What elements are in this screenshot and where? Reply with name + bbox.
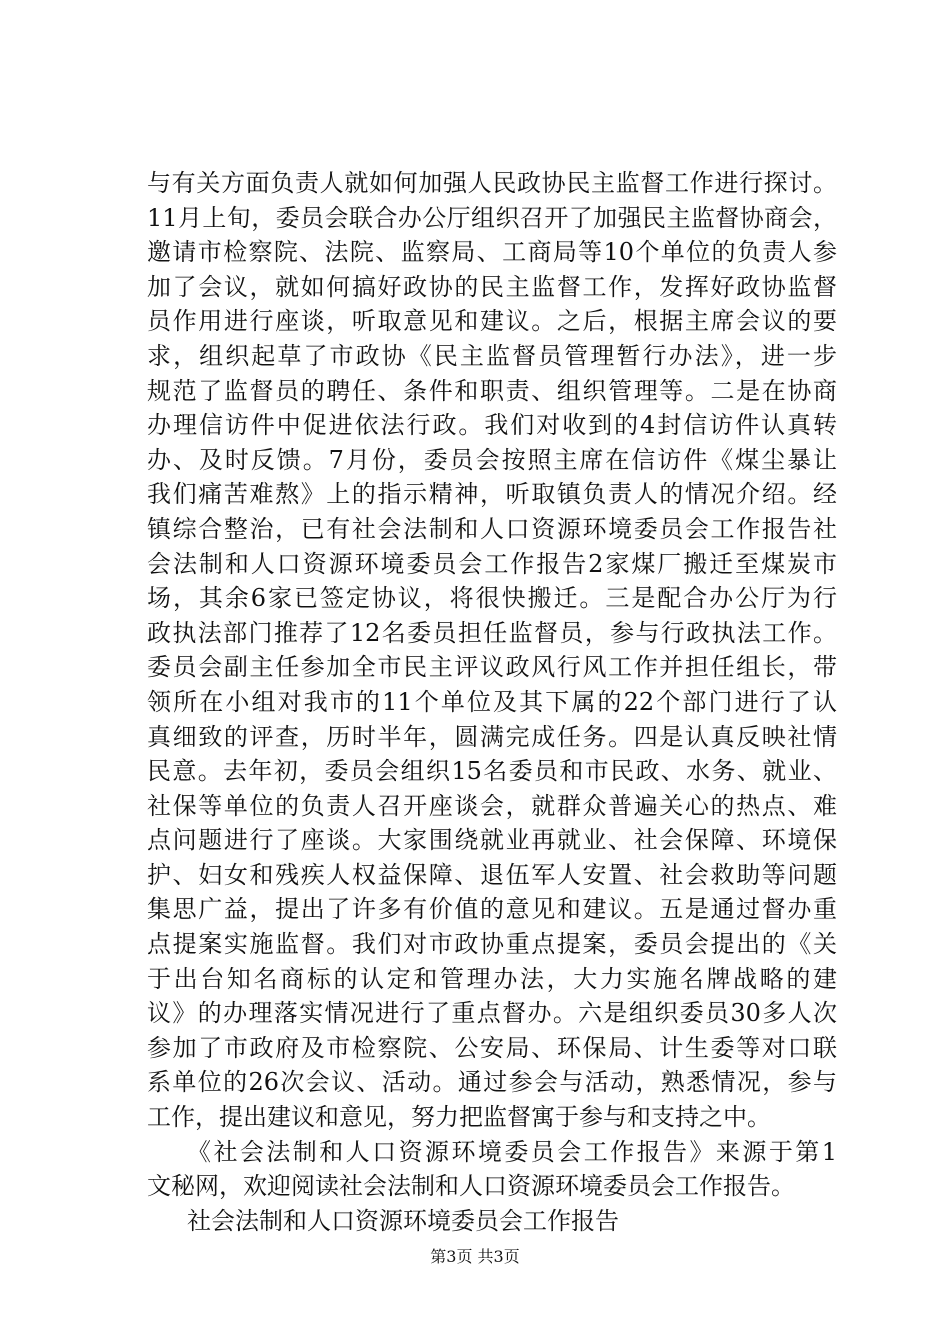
text-line: 场，其余6家已签定协议，将很快搬迁。三是配合办公厅为行 xyxy=(147,584,837,613)
document-body xyxy=(147,166,837,1238)
text-line: 会法制和人口资源环境委员会工作报告2家煤厂搬迁至煤炭市 xyxy=(147,549,837,578)
text-line: 领所在小组对我市的11个单位及其下属的22个部门进行了认 xyxy=(147,687,837,716)
text-line: 真细致的评查，历时半年，圆满完成任务。四是认真反映社情 xyxy=(147,722,837,751)
text-line: 点提案实施监督。我们对市政协重点提案，委员会提出的《关 xyxy=(147,930,837,959)
text-line: 11月上旬，委员会联合办公厅组织召开了加强民主监督协商会， xyxy=(147,203,837,232)
text-line: 工作，提出建议和意见，努力把监督寓于参与和支持之中。 xyxy=(147,1103,771,1132)
text-line: 护、妇女和残疾人权益保障、退伍军人安置、社会救助等问题 xyxy=(147,860,837,889)
text-line: 参加了市政府及市检察院、公安局、环保局、计生委等对口联 xyxy=(147,1033,837,1062)
text-line: 员作用进行座谈，听取意见和建议。之后，根据主席会议的要 xyxy=(147,307,837,336)
text-line: 民意。去年初，委员会组织15名委员和市民政、水务、就业、 xyxy=(147,757,837,786)
document-title-line: 社会法制和人口资源环境委员会工作报告 xyxy=(187,1206,619,1235)
text-line: 系单位的26次会议、活动。通过参会与活动，熟悉情况，参与 xyxy=(147,1068,837,1097)
text-line: 于出台知名商标的认定和管理办法，大力实施名牌战略的建 xyxy=(147,964,837,993)
text-line: 社保等单位的负责人召开座谈会，就群众普遍关心的热点、难 xyxy=(147,791,837,820)
page-footer: 第3页 共3页 xyxy=(430,1247,520,1266)
text-line: 集思广益，提出了许多有价值的意见和建议。五是通过督办重 xyxy=(147,895,837,924)
text-line: 《社会法制和人口资源环境委员会工作报告》来源于第1 xyxy=(187,1137,837,1166)
text-line: 委员会副主任参加全市民主评议政风行风工作并担任组长，带 xyxy=(147,653,837,682)
text-line: 办、及时反馈。7月份，委员会按照主席在信访件《煤尘暴让 xyxy=(147,445,837,474)
text-line: 我们痛苦难熬》上的指示精神，听取镇负责人的情况介绍。经 xyxy=(147,480,837,509)
text-line: 议》的办理落实情况进行了重点督办。六是组织委员30多人次 xyxy=(147,999,837,1028)
text-line: 求，组织起草了市政协《民主监督员管理暂行办法》，进一步 xyxy=(147,341,837,370)
text-line: 办理信访件中促进依法行政。我们对收到的4封信访件认真转 xyxy=(147,411,837,440)
text-line: 加了会议，就如何搞好政协的民主监督工作，发挥好政协监督 xyxy=(147,272,837,301)
text-line: 镇综合整治，已有社会法制和人口资源环境委员会工作报告社 xyxy=(147,514,837,543)
text-line: 政执法部门推荐了12名委员担任监督员，参与行政执法工作。 xyxy=(147,618,837,647)
text-line: 点问题进行了座谈。大家围绕就业再就业、社会保障、环境保 xyxy=(147,826,837,855)
text-line: 邀请市检察院、法院、监察局、工商局等10个单位的负责人参 xyxy=(147,238,837,267)
text-line: 规范了监督员的聘任、条件和职责、组织管理等。二是在协商 xyxy=(147,376,837,405)
text-line: 与有关方面负责人就如何加强人民政协民主监督工作进行探讨。 xyxy=(147,169,837,197)
text-line: 文秘网，欢迎阅读社会法制和人口资源环境委员会工作报告。 xyxy=(147,1172,795,1201)
